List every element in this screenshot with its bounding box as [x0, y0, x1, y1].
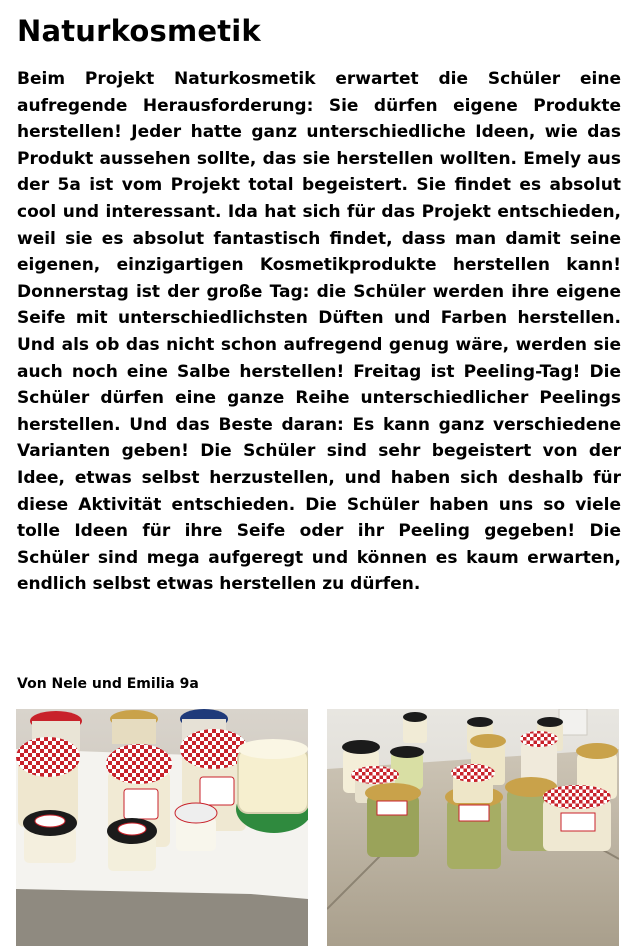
photo-jars-right	[327, 709, 619, 946]
article-body: Beim Projekt Naturkosmetik erwartet die Schüler eine aufregende Herausforderung: Sie dürfen eigene Produkte herstellen! Jeder hatte ganz unterschiedliche Ideen, wie das Produkt aussehen sollte, das sie herstellen wollten. Emely aus der 5a ist vom Projekt total begeistert. Sie findet es absolut cool und interessant. Ida hat sich für das Projekt entschieden, weil sie es absolut fantastisch findet, dass man damit seine eigenen, einzigartigen Kosmetikprodukte herstellen kann! Donnerstag ist der große Tag: die Schüler werden ihre eigene Seife mit unterschiedlichsten Düften und Farben herstellen. Und als ob das nicht schon aufregend genug wäre, werden sie auch noch eine Salbe herstellen! Freitag ist Peeling-Tag! Die Schüler dürfen eine ganze Reihe unterschiedlicher Peelings herstellen. Und das Beste daran: Es kann ganz verschiedene Varianten geben! Die Schüler sind sehr begeistert von der Idee, etwas selbst herzustellen, und haben sich deshalb für diese Aktivität entschieden. Die Schüler haben uns so viele tolle Ideen für ihre Seife oder ihr Peeling gegeben! Die Schüler sind mega aufgeregt und können es kaum erwarten, endlich selbst etwas herstellen zu dürfen.	[17, 69, 621, 595]
author-byline: Von Nele und Emilia 9a	[17, 676, 199, 692]
photo-jars-left	[16, 709, 308, 946]
article-title: Naturkosmetik	[17, 14, 261, 48]
jars-photo-icon	[327, 709, 619, 946]
jars-photo-icon	[16, 709, 308, 946]
